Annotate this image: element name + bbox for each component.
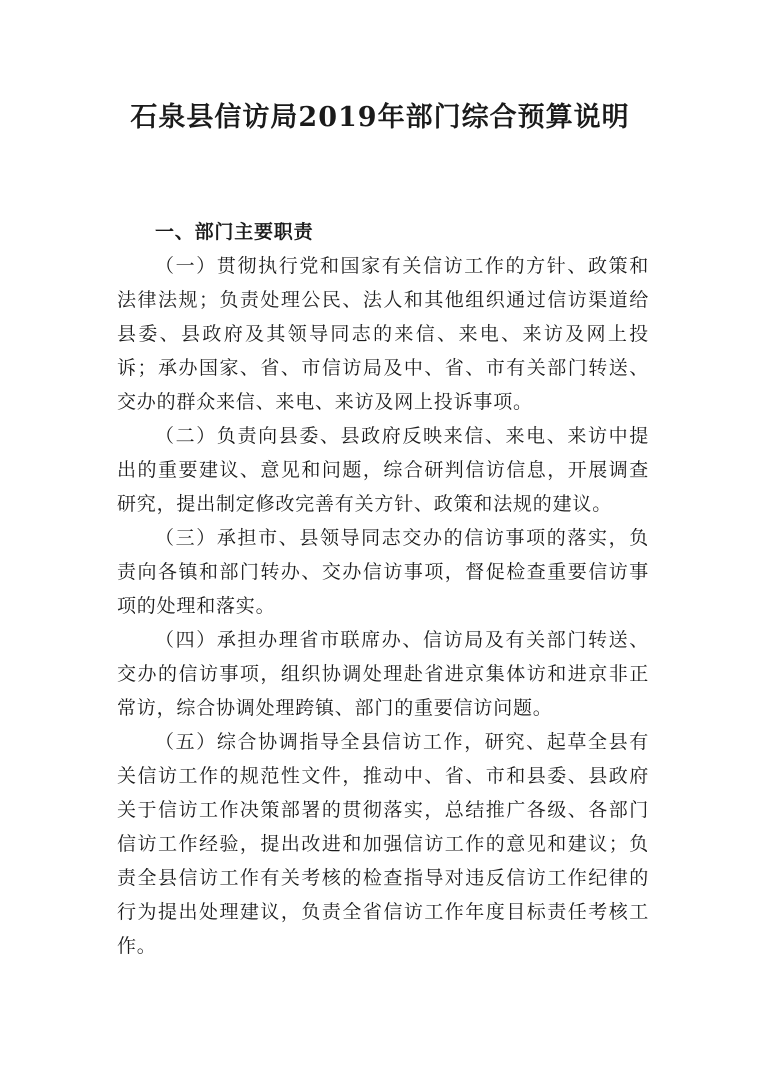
duty-paragraph-5: （五）综合协调指导全县信访工作，研究、起草全县有关信访工作的规范性文件，推动中、省、市和县委、县政府关于信访工作决策部署的贯彻落实，总结推广各级、各部门信访工作经验，提出改进和加强信访工作的意见和建议；负责全县信访工作有关考核的检查指导对违反信访工作纪律的行为提出处理建议，负责全省信访工作年度目标责任考核工作。	[117, 731, 649, 957]
duty-paragraph-1: （一）贯彻执行党和国家有关信访工作的方针、政策和法律法规；负责处理公民、法人和其他组织通过信访渠道给县委、县政府及其领导同志的来信、来电、来访及网上投诉；承办国家、省、市信访局及中、省、市有关部门转送、交办的群众来信、来电、来访及网上投诉事项。	[117, 255, 649, 413]
duty-paragraph-3: （三）承担市、县领导同志交办的信访事项的落实，负责向各镇和部门转办、交办信访事项，督促检查重要信访事项的处理和落实。	[117, 527, 649, 617]
section-heading: 一、部门主要职责	[155, 221, 314, 243]
duty-paragraph-2: （二）负责向县委、县政府反映来信、来电、来访中提出的重要建议、意见和问题，综合研判信访信息，开展调查研究，提出制定修改完善有关方针、政策和法规的建议。	[117, 425, 649, 515]
document-title: 石泉县信访局2019年部门综合预算说明	[130, 102, 630, 133]
duty-paragraph-4: （四）承担办理省市联席办、信访局及有关部门转送、交办的信访事项，组织协调处理赴省进京集体访和进京非正常访，综合协调处理跨镇、部门的重要信访问题。	[117, 629, 649, 719]
document-body	[117, 215, 649, 963]
